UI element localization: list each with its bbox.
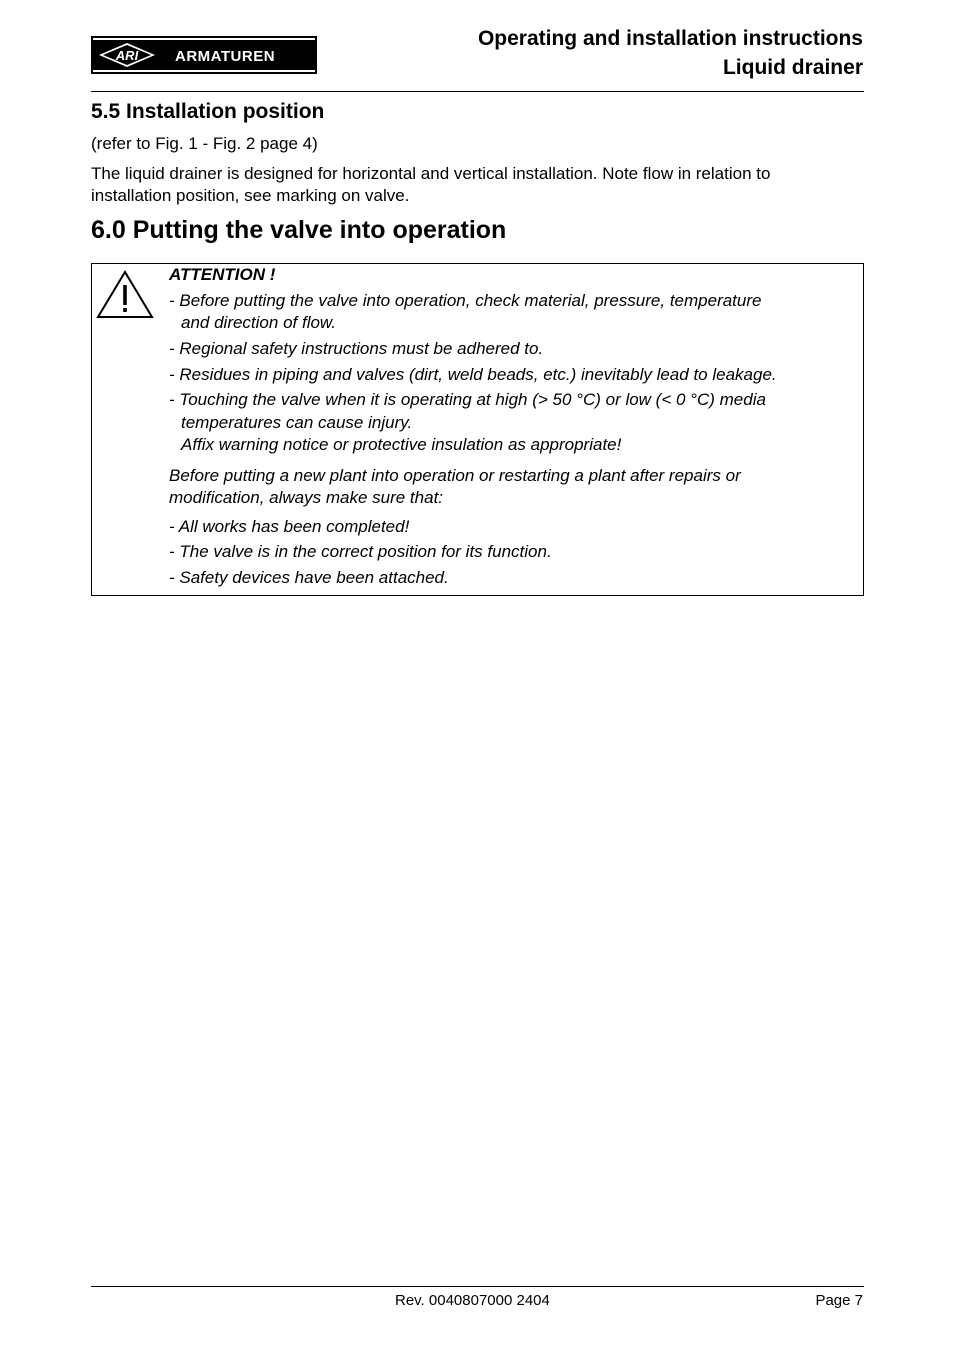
page-number: Page 7 <box>815 1292 863 1309</box>
header-divider <box>91 91 864 92</box>
attention-item: - Touching the valve when it is operating at high (> 50 °C) or low (< 0 °C) media <box>169 390 766 409</box>
document-title: Operating and installation instructions <box>477 27 863 50</box>
footer-divider <box>91 1286 864 1287</box>
section-heading-putting-into-operation: 6.0 Putting the valve into operation <box>91 216 507 244</box>
attention-title: ATTENTION ! <box>169 265 276 284</box>
attention-item-continuation: and direction of flow. <box>181 313 336 332</box>
document-subtitle: Liquid drainer <box>722 56 863 79</box>
checklist-item: - All works has been completed! <box>169 517 410 536</box>
warning-triangle-icon <box>96 270 154 320</box>
svg-text:ARI: ARI <box>115 48 139 63</box>
attention-item-continuation: temperatures can cause injury. <box>181 413 413 432</box>
attention-paragraph-line: Before putting a new plant into operation or restarting a plant after repairs or <box>169 466 741 485</box>
figure-reference: (refer to Fig. 1 - Fig. 2 page 4) <box>91 134 318 153</box>
installation-paragraph <box>91 163 864 207</box>
attention-item: - Residues in piping and valves (dirt, weld beads, etc.) inevitably lead to leakage. <box>169 365 777 384</box>
svg-text:ARMATUREN: ARMATUREN <box>175 48 276 65</box>
revision-number: Rev. 0040807000 2404 <box>395 1292 550 1309</box>
attention-paragraph-line: modification, always make sure that: <box>169 488 444 507</box>
attention-item: - Regional safety instructions must be adhered to. <box>169 339 544 358</box>
paragraph-line: The liquid drainer is designed for horizontal and vertical installation. Note flow in relation to <box>91 164 771 183</box>
checklist-item: - Safety devices have been attached. <box>169 568 449 587</box>
ari-armaturen-logo <box>91 36 317 74</box>
attention-item-continuation: Affix warning notice or protective insulation as appropriate! <box>181 435 622 454</box>
attention-item: - Before putting the valve into operation, check material, pressure, temperature <box>169 291 762 310</box>
paragraph-line: installation position, see marking on valve. <box>91 186 410 205</box>
checklist-item: - The valve is in the correct position for its function. <box>169 542 552 561</box>
section-heading-installation-position: 5.5 Installation position <box>91 100 325 123</box>
